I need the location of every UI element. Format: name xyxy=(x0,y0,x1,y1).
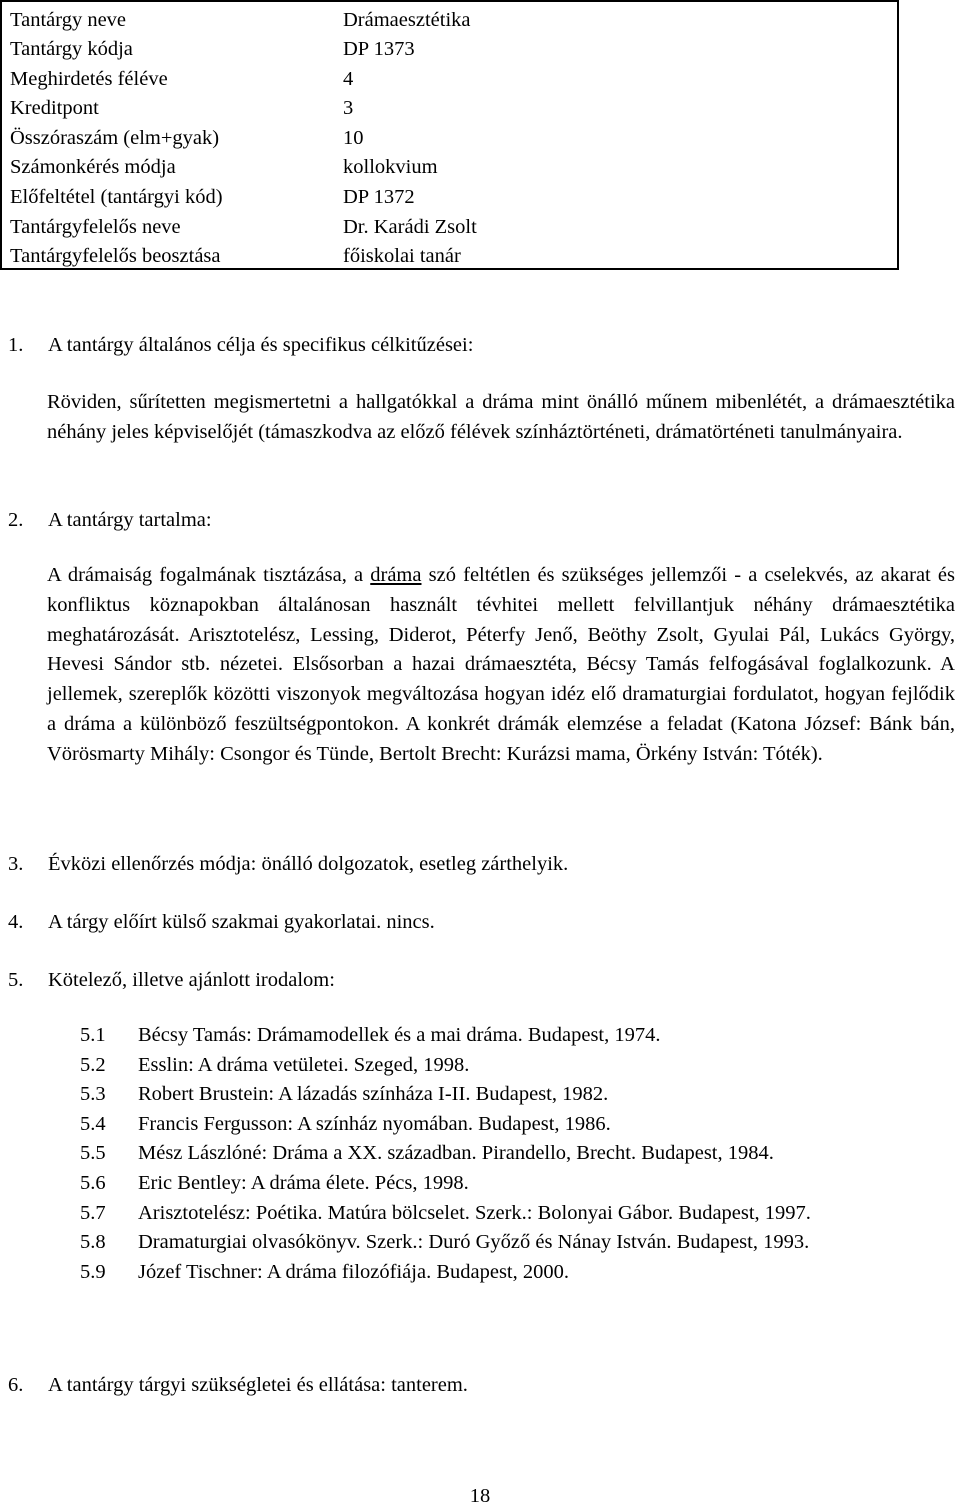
item-text: Dramaturgiai olvasókönyv. Szerk.: Duró Győző és Nánay István. Budapest, 1993. xyxy=(138,1231,810,1254)
list-item xyxy=(80,1258,920,1288)
item-number: 5.9 xyxy=(80,1260,106,1283)
row-value: 4 xyxy=(343,68,354,90)
table-row xyxy=(2,123,897,153)
list-item xyxy=(80,1021,920,1051)
body-text: A drámaiság fogalmának tisztázása, a xyxy=(47,564,371,586)
row-value: 3 xyxy=(343,97,354,119)
row-label: Előfeltétel (tantárgyi kód) xyxy=(10,186,223,208)
row-value: kollokvium xyxy=(343,156,438,178)
item-text: Esslin: A dráma vetületei. Szeged, 1998. xyxy=(138,1053,470,1076)
literature-list xyxy=(80,1021,920,1287)
table-row xyxy=(2,241,897,271)
section-2-body xyxy=(47,561,955,770)
underlined-term: dráma xyxy=(370,564,422,586)
row-value: DP 1372 xyxy=(343,186,415,208)
item-number: 5.3 xyxy=(80,1083,106,1106)
section-2-heading xyxy=(8,506,212,534)
row-label: Tantárgy neve xyxy=(10,9,127,31)
section-number: 4. xyxy=(8,911,24,933)
item-text: Eric Bentley: A dráma élete. Pécs, 1998. xyxy=(138,1171,469,1194)
row-value: főiskolai tanár xyxy=(343,245,461,267)
table-row xyxy=(2,152,897,182)
item-number: 5.5 xyxy=(80,1142,106,1165)
item-number: 5.2 xyxy=(80,1053,106,1076)
row-label: Tantárgyfelelős neve xyxy=(10,216,181,238)
item-text: Francis Fergusson: A színház nyomában. Budapest, 1986. xyxy=(138,1112,611,1135)
item-number: 5.7 xyxy=(80,1201,106,1224)
table-row xyxy=(2,212,897,242)
row-label: Tantárgyfelelős beosztása xyxy=(10,245,221,267)
item-number: 5.6 xyxy=(80,1171,106,1194)
row-value: DP 1373 xyxy=(343,38,415,60)
section-1-body: Röviden, sűrítetten megismertetni a hallgatókkal a dráma mint önálló műnem mibenlétét, a drámaesztétika néhány jeles képviselőjét (támaszkodva az előző félévek színháztörténeti, drámatörténeti tanulmányaira. xyxy=(47,391,955,443)
item-number: 5.1 xyxy=(80,1024,106,1046)
section-title: A tantárgy általános célja és specifikus célkitűzései: xyxy=(48,334,474,356)
section-number: 6. xyxy=(8,1374,24,1396)
table-row xyxy=(2,5,897,35)
row-label: Tantárgy kódja xyxy=(10,38,133,60)
page-number: 18 xyxy=(469,1485,491,1507)
item-text: Józef Tischner: A dráma filozófiája. Budapest, 2000. xyxy=(138,1260,569,1283)
row-label: Kreditpont xyxy=(10,97,99,119)
section-4-heading xyxy=(8,908,435,936)
section-6-heading xyxy=(8,1371,468,1399)
section-number: 3. xyxy=(8,853,24,875)
row-value: Drámaesztétika xyxy=(343,9,471,31)
section-1-heading xyxy=(8,331,473,359)
list-item xyxy=(80,1169,920,1199)
body-text: szó feltétlen és szükséges jellemzői - a cselekvés, az akarat és konfliktus köznapokban általánosan használt tévhitei mellett felvillantjuk néhány drámaesztétika meghatározását. Arisztotelész, Lessing, Diderot, Péterfy Jenő, Beöthy Zsolt, Gyulai Pál, Lukács György, Hevesi Sándor stb. nézetei. Elsősorban a hazai drámaesztéta, Bécsy Tamás felfogásával foglalkozunk. A jellemek, szereplők közötti viszonyok megváltozása hogyan idéz elő dramaturgiai fordulatot, hogyan fejlődik a dráma a különböző feszültségpontokon. A konkrét drámák elemzése a feladat (Katona József: Bánk bán, Vörösmarty Mihály: Csongor és Tünde, Bertolt Brecht: Kurázsi mama, Örkény István: Tóték). xyxy=(47,564,955,765)
section-3-heading xyxy=(8,850,568,878)
list-item xyxy=(80,1051,920,1081)
item-text: Arisztotelész: Poétika. Matúra bölcselet. Szerk.: Bolonyai Gábor. Budapest, 1997. xyxy=(138,1201,811,1224)
section-title: A tárgy előírt külső szakmai gyakorlatai. nincs. xyxy=(48,911,435,933)
row-value: 10 xyxy=(343,127,364,149)
row-value: Dr. Karádi Zsolt xyxy=(343,216,477,238)
list-item xyxy=(80,1228,920,1258)
section-number: 5. xyxy=(8,969,24,991)
item-text: Bécsy Tamás: Drámamodellek és a mai dráma. Budapest, 1974. xyxy=(138,1024,661,1046)
table-row xyxy=(2,93,897,123)
item-number: 5.8 xyxy=(80,1231,106,1254)
list-item xyxy=(80,1199,920,1229)
table-row xyxy=(2,64,897,94)
section-title: A tantárgy tartalma: xyxy=(48,509,212,531)
row-label: Összóraszám (elm+gyak) xyxy=(10,127,220,149)
item-number: 5.4 xyxy=(80,1112,106,1135)
section-5-heading xyxy=(8,966,335,994)
section-title: Évközi ellenőrzés módja: önálló dolgozatok, esetleg zárthelyik. xyxy=(48,853,569,875)
section-number: 1. xyxy=(8,334,24,356)
section-title: A tantárgy tárgyi szükségletei és ellátása: tanterem. xyxy=(48,1374,468,1396)
row-label: Meghirdetés féléve xyxy=(10,68,168,90)
section-title: Kötelező, illetve ajánlott irodalom: xyxy=(48,969,335,991)
course-info-table xyxy=(0,0,899,270)
list-item xyxy=(80,1080,920,1110)
table-row xyxy=(2,182,897,212)
item-text: Mész Lászlóné: Dráma a XX. században. Pirandello, Brecht. Budapest, 1984. xyxy=(138,1142,774,1165)
list-item xyxy=(80,1110,920,1140)
section-number: 2. xyxy=(8,509,24,531)
list-item xyxy=(80,1139,920,1169)
row-label: Számonkérés módja xyxy=(10,156,176,178)
item-text: Robert Brustein: A lázadás színháza I-II. Budapest, 1982. xyxy=(138,1083,609,1106)
table-row xyxy=(2,34,897,64)
